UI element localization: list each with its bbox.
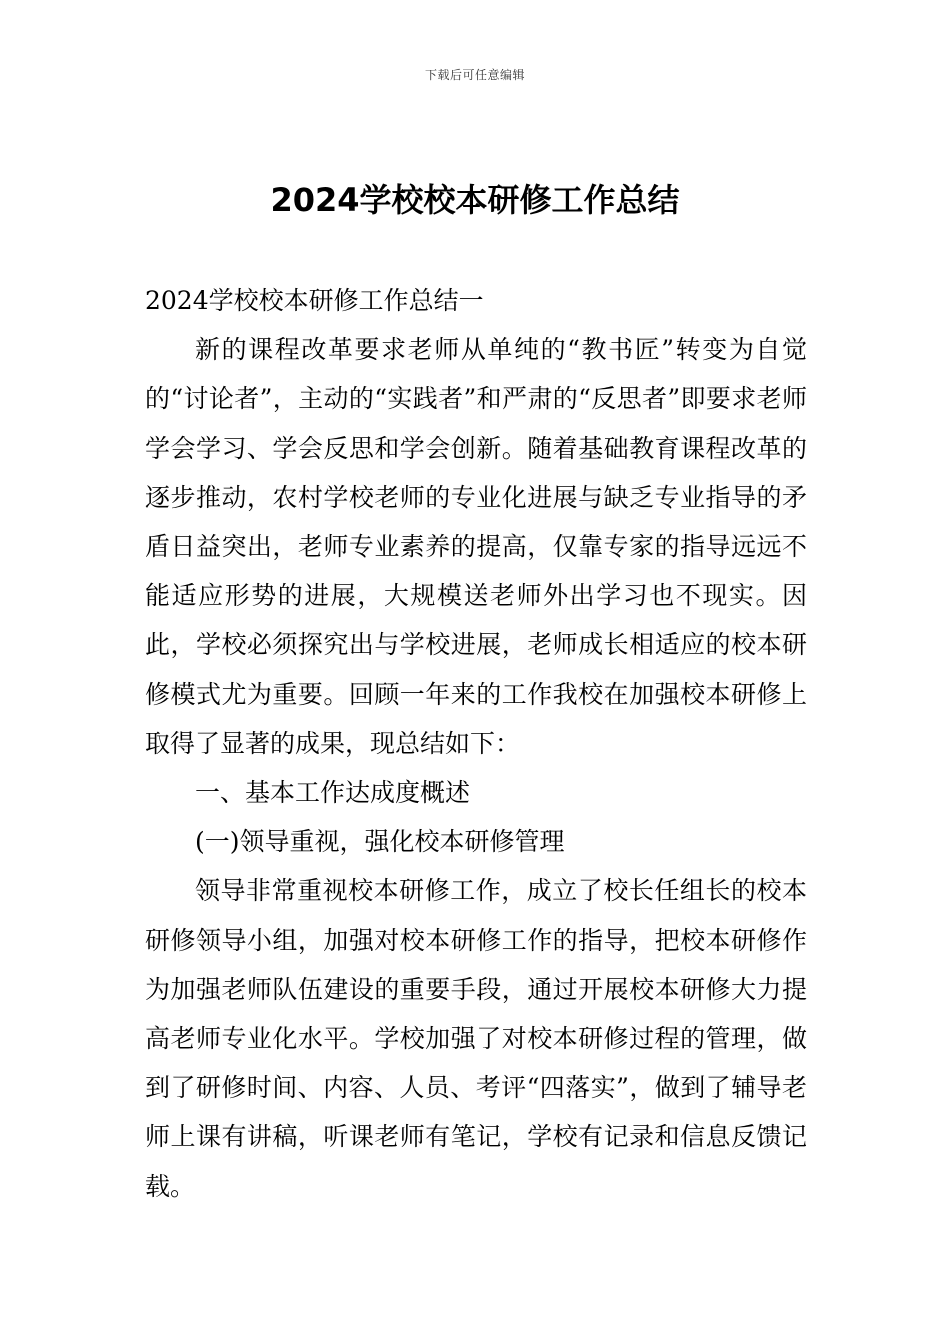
header-note: 下载后可任意编辑 [424, 68, 525, 82]
section-subtitle: 2024学校校本研修工作总结一 [145, 286, 484, 315]
section-heading: 一、基本工作达成度概述 [195, 778, 471, 808]
paragraph-leadership: 领导非常重视校本研修工作，成立了校长任组长的校本研修领导小组，加强对校本研修工作的指导，把校本研修作为加强老师队伍建设的重要手段，通过开展校本研修大力提高老师专业化水平。学校加强了对校本研修过程的管理，做到了研修时间、内容、人员、考评“四落实”，做到了辅导老师上课有讲稿，听课老师有笔记，学校有记录和信息反馈记载。 [145, 876, 807, 1201]
document-body [145, 276, 807, 1211]
document-title: 2024学校校本研修工作总结 [270, 181, 680, 219]
subsection-heading: (一)领导重视，强化校本研修管理 [195, 827, 565, 857]
paragraph-intro: 新的课程改革要求老师从单纯的“教书匠”转变为自觉的“讨论者”，主动的“实践者”和严肃的“反思者”即要求老师学会学习、学会反思和学会创新。随着基础教育课程改革的逐步推动，农村学校老师的专业化进展与缺乏专业指导的矛盾日益突出，老师专业素养的提高，仅靠专家的指导远远不能适应形势的进展，大规模送老师外出学习也不现实。因此，学校必须探究出与学校进展，老师成长相适应的校本研修模式尤为重要。回顾一年来的工作我校在加强校本研修上取得了显著的成果，现总结如下： [145, 335, 807, 758]
